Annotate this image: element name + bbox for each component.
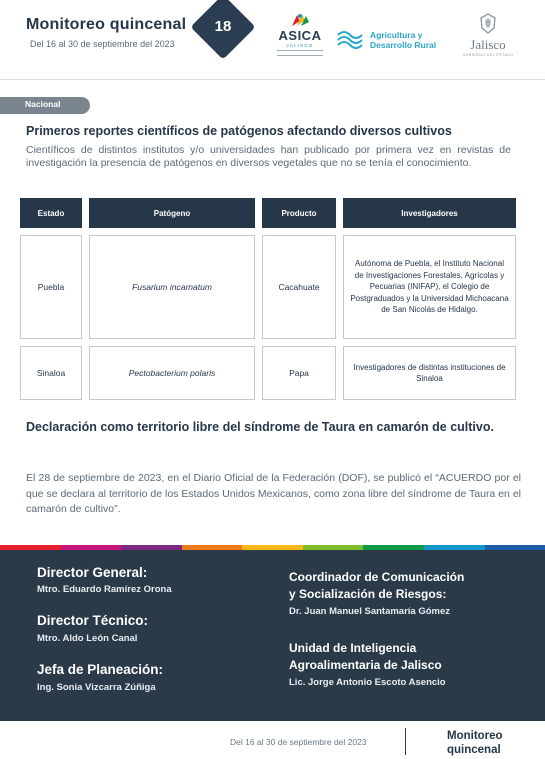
table-header-estado: Estado	[20, 198, 82, 228]
jalisco-wordmark: Jalisco	[470, 37, 506, 52]
article1-body: Científicos de distintos institutos y/o universidades han publicado por primera vez en revistas de investigación la presencia de patógenos en diversos vegetales que no se tenía el conocimiento.	[26, 144, 511, 169]
credit-role: Director General:	[37, 565, 148, 580]
table-cell-producto: Cacahuate	[262, 235, 336, 339]
credit-name: Mtro. Aldo León Canal	[37, 633, 138, 644]
article2-body: El 28 de septiembre de 2023, en el Diario Oficial de la Federación (DOF), se publicó el “ACUERDO por el que se declara al territorio de los Estados Unidos Mexicanos, como zona libre del síndrome de Taura en el camarón de cultivo”.	[26, 472, 521, 515]
credit-role-line: Unidad de Inteligencia	[289, 641, 417, 655]
credit-name: Ing. Sonia Vizcarra Zúñiga	[37, 682, 156, 693]
credit-role: Jefa de Planeación:	[37, 662, 164, 677]
footer-title-line1: Monitoreo	[447, 730, 503, 742]
footer-date-range: Del 16 al 30 de septiembre del 2023	[230, 737, 367, 747]
credit-role-line: y Socialización de Riesgos:	[289, 587, 447, 601]
issue-number: 18	[214, 18, 232, 35]
agricultura-wordmark	[370, 30, 436, 50]
jalisco-subtitle: GOBIERNO DEL ESTADO	[462, 53, 514, 57]
footer-title	[447, 729, 503, 757]
table-cell-patogeno: Pectobacterium polaris	[89, 346, 255, 400]
footer-title-line2: quincenal	[447, 744, 501, 756]
footer-divider	[405, 728, 406, 755]
section-tag-label: Nacional	[25, 99, 61, 109]
article1-title: Primeros reportes científicos de patógenos afectando diversos cultivos	[26, 124, 452, 138]
asica-fine-print	[277, 50, 323, 56]
credit-role-line: Coordinador de Comunicación	[289, 570, 465, 584]
credit-role: Director Técnico:	[37, 613, 149, 628]
agricultura-logo	[336, 27, 456, 53]
crest-icon	[477, 12, 499, 34]
table-header-producto: Producto	[262, 198, 336, 228]
agri-line1: Agricultura y	[370, 30, 423, 40]
page-title: Monitoreo quincenal	[26, 16, 187, 33]
credit-name: Lic. Jorge Antonio Escoto Asencio	[289, 677, 446, 688]
article2-title: Declaración como territorio libre del síndrome de Taura en camarón de cultivo.	[26, 420, 494, 434]
waves-icon	[336, 29, 364, 49]
table-cell-producto: Papa	[262, 346, 336, 400]
table-header-investigadores: Investigadores	[343, 198, 516, 228]
credit-role-line: Agroalimentaria de Jalisco	[289, 658, 442, 672]
credit-name: Mtro. Eduardo Ramírez Orona	[37, 584, 172, 595]
table-cell-investigadores: Autónoma de Puebla, el Instituto Nacional de Investigaciones Forestales, Agrícolas y Pecuarias (INIFAP), el Colegio de Postgraduados y la Universidad Michoacana de San Nicolás de Hidalgo.	[343, 235, 516, 339]
asica-mark-icon	[289, 12, 311, 28]
jalisco-logo	[462, 12, 514, 58]
header-divider	[0, 79, 545, 80]
credit-role	[289, 640, 442, 674]
table-cell-estado: Puebla	[20, 235, 82, 339]
table-cell-estado: Sinaloa	[20, 346, 82, 400]
header-date-range: Del 16 al 30 de septiembre del 2023	[30, 39, 175, 49]
asica-logo	[275, 12, 325, 58]
table-cell-patogeno: Fusarium incarnatum	[89, 235, 255, 339]
agri-line2: Desarrollo Rural	[370, 40, 437, 50]
table-cell-investigadores: Investigadores de distintas instituciones de Sinaloa	[343, 346, 516, 400]
credit-name: Dr. Juan Manuel Santamaría Gómez	[289, 606, 451, 617]
asica-subtitle: JALISCO	[286, 43, 314, 48]
credit-role	[289, 569, 464, 603]
asica-wordmark: ASICA	[278, 28, 322, 43]
table-header-patogeno: Patógeno	[89, 198, 255, 228]
